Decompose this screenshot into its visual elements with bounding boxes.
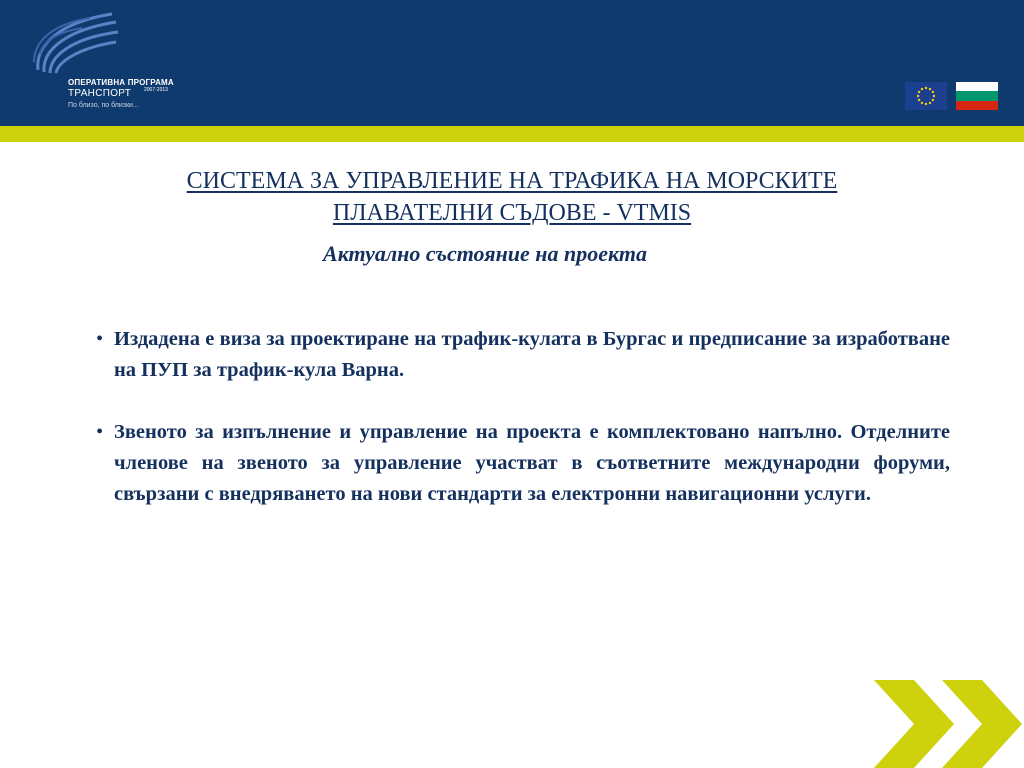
bullet-text: Звеното за изпълнение и управление на проекта е комплектовано напълно. Отделните членове на звеното за управление участват в съответните международни форуми, свързани с внедряването на нови стандарти за електронни навигационни услуги. bbox=[114, 421, 950, 505]
bullet-list bbox=[96, 324, 950, 541]
accent-bar bbox=[0, 126, 1024, 142]
logo-tagline: По близо, по близки... bbox=[68, 102, 139, 109]
bullet-marker: • bbox=[96, 328, 104, 350]
slide-subtitle: Актуално състояние на проекта bbox=[323, 241, 647, 266]
slide-title-line2: ПЛАВАТЕЛНИ СЪДОВЕ - VTMIS bbox=[332, 200, 692, 226]
logo-transport-label: ТРАНСПОРТ bbox=[68, 88, 132, 99]
logo-years-label: 2007-2013 bbox=[144, 87, 168, 93]
double-chevron-icon bbox=[870, 680, 1024, 768]
slide-title-line1: СИСТЕМА ЗА УПРАВЛЕНИЕ НА ТРАФИКА НА МОРСКИТЕ bbox=[186, 168, 838, 194]
swoosh-logo-icon bbox=[30, 10, 130, 80]
slide-title bbox=[60, 165, 964, 229]
bullet-item bbox=[96, 324, 950, 386]
eu-flag-icon bbox=[905, 82, 947, 110]
bullet-marker: • bbox=[96, 421, 104, 443]
bullet-text: Издадена е виза за проектиране на трафик-кулата в Бургас и предписание за изработване на ПУП за трафик-кула Варна. bbox=[114, 328, 950, 381]
bullet-item bbox=[96, 417, 950, 510]
eu-stars-icon bbox=[905, 82, 947, 110]
bulgaria-flag-icon bbox=[956, 82, 998, 110]
program-logo bbox=[30, 10, 190, 115]
logo-program-label: ОПЕРАТИВНА ПРОГРАМА bbox=[68, 78, 174, 87]
